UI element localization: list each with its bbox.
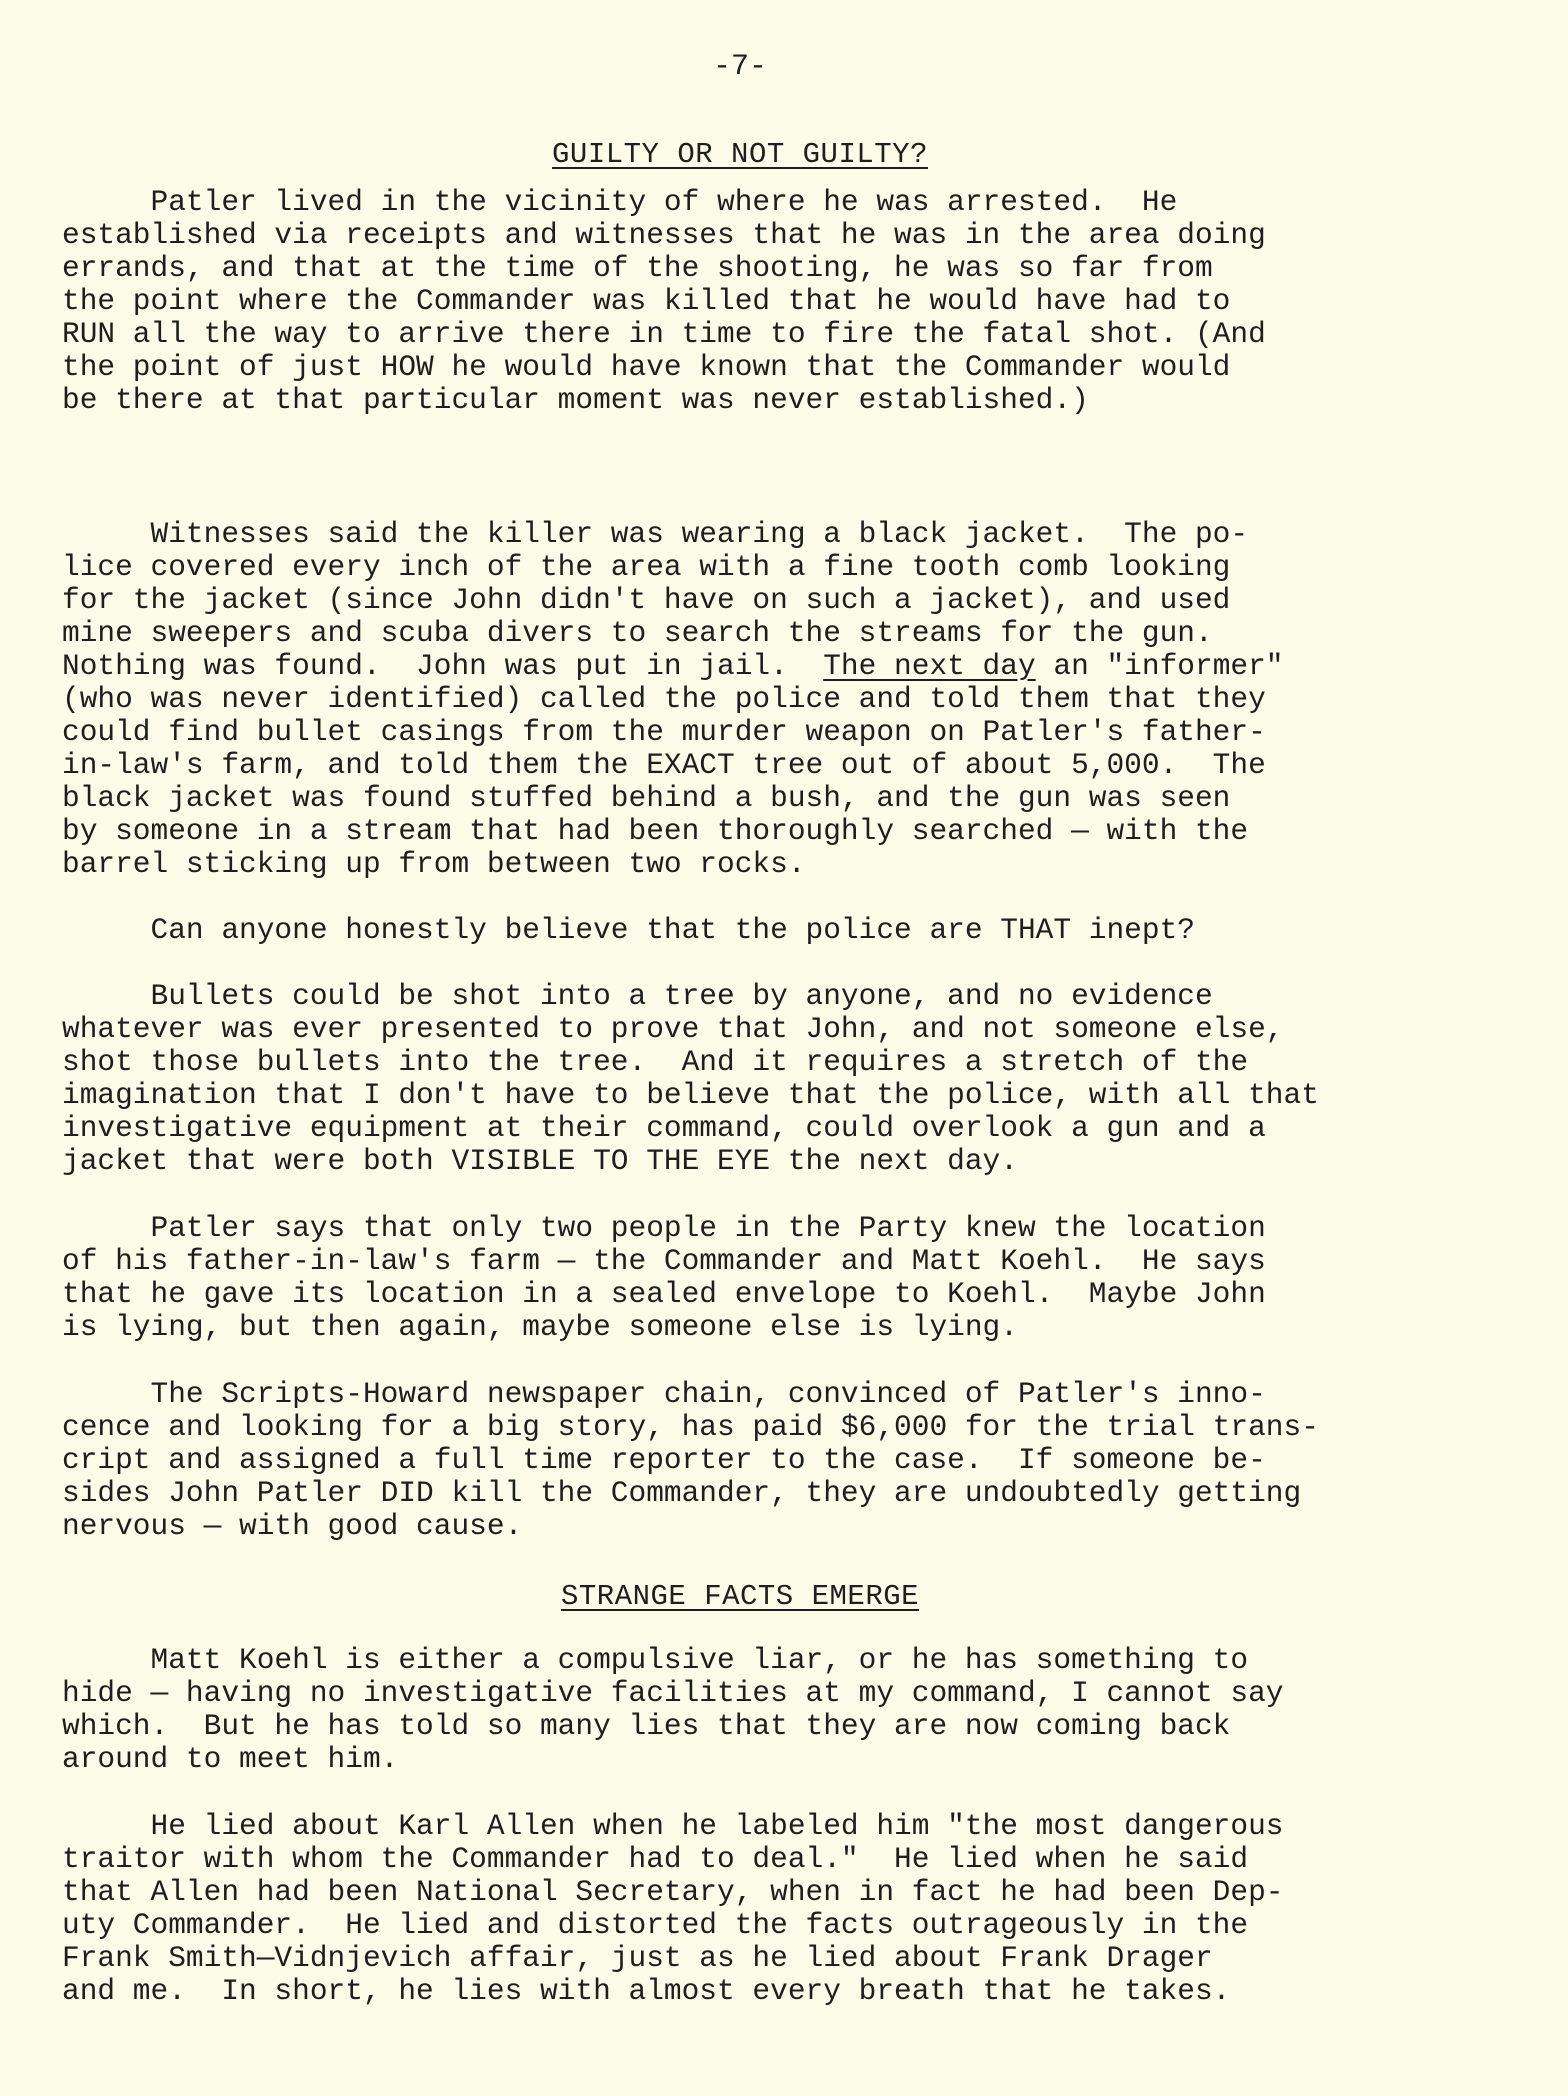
section-heading-strange-facts: STRANGE FACTS EMERGE	[560, 1580, 920, 1613]
text-line: Frank Smith—Vidnjevich affair, just as he lied about Frank Drager	[62, 1941, 1213, 1975]
underlined-phrase: The next day	[823, 649, 1036, 683]
text-line: (who was never identified) called the police and told them that they	[62, 682, 1266, 716]
text-line: hide — having no investigative facilities at my command, I cannot say	[62, 1676, 1284, 1710]
text-line: the point where the Commander was killed that he would have had to	[62, 284, 1231, 318]
text-line: imagination that I don't have to believe that the police, with all that	[62, 1078, 1319, 1112]
text-line: Can anyone honestly believe that the police are THAT inept?	[62, 913, 1195, 947]
text-line: could find bullet casings from the murder weapon on Patler's father-	[62, 715, 1266, 749]
paragraph-father-in-law-farm	[62, 1212, 1502, 1344]
text-line: cence and looking for a big story, has paid $6,000 for the trial trans-	[62, 1410, 1319, 1444]
text-line: jacket that were both VISIBLE TO THE EYE the next day.	[62, 1144, 1018, 1178]
text-line: by someone in a stream that had been thoroughly searched — with the	[62, 814, 1249, 848]
text-line: Patler says that only two people in the Party knew the location	[62, 1211, 1266, 1245]
text-line: black jacket was found stuffed behind a bush, and the gun was seen	[62, 781, 1231, 815]
text-segment: Nothing was found. John was put in jail.	[62, 649, 824, 683]
text-line: mine sweepers and scuba divers to search the streams for the gun.	[62, 616, 1213, 650]
text-line: errands, and that at the time of the shooting, he was so far from	[62, 251, 1213, 285]
text-line: the point of just HOW he would have known that the Commander would	[62, 350, 1231, 384]
text-line: He lied about Karl Allen when he labeled him "the most dangerous	[62, 1809, 1284, 1843]
text-line: of his father-in-law's farm — the Commander and Matt Koehl. He says	[62, 1244, 1266, 1278]
text-line: nervous — with good cause.	[62, 1509, 523, 1543]
text-line: cript and assigned a full time reporter to the case. If someone be-	[62, 1443, 1266, 1477]
paragraph-bullets	[62, 980, 1502, 1178]
section-heading-guilty: GUILTY OR NOT GUILTY?	[552, 138, 928, 171]
text-line: RUN all the way to arrive there in time to fire the fatal shot. (And	[62, 317, 1266, 351]
text-line: established via receipts and witnesses that he was in the area doing	[62, 218, 1266, 252]
text-line: for the jacket (since John didn't have on such a jacket), and used	[62, 583, 1231, 617]
text-line: The Scripts-Howard newspaper chain, convinced of Patler's inno-	[62, 1377, 1266, 1411]
text-line: around to meet him.	[62, 1742, 399, 1776]
paragraph-patler-lived	[62, 186, 1502, 417]
text-line: investigative equipment at their command, could overlook a gun and a	[62, 1111, 1266, 1145]
text-line: that Allen had been National Secretary, when in fact he had been Dep-	[62, 1875, 1284, 1909]
text-line: in-law's farm, and told them the EXACT tree out of about 5,000. The	[62, 748, 1266, 782]
text-line: which. But he has told so many lies that they are now coming back	[62, 1709, 1231, 1743]
text-segment: an "informer"	[1035, 649, 1284, 683]
text-line-mixed	[62, 650, 1502, 683]
paragraph-scripts-howard	[62, 1378, 1502, 1543]
text-line: and me. In short, he lies with almost every breath that he takes.	[62, 1974, 1231, 2008]
paragraph-karl-allen	[62, 1810, 1502, 2008]
paragraph-inept-question	[62, 914, 1502, 947]
text-line: is lying, but then again, maybe someone else is lying.	[62, 1310, 1018, 1344]
text-line: that he gave its location in a sealed envelope to Koehl. Maybe John	[62, 1277, 1266, 1311]
paragraph-matt-koehl	[62, 1644, 1502, 1776]
text-line: shot those bullets into the tree. And it requires a stretch of the	[62, 1045, 1249, 1079]
text-line: be there at that particular moment was never established.)	[62, 383, 1089, 417]
text-line: Bullets could be shot into a tree by anyone, and no evidence	[62, 979, 1213, 1013]
text-line: whatever was ever presented to prove that John, and not someone else,	[62, 1012, 1284, 1046]
text-line: barrel sticking up from between two rocks.	[62, 847, 806, 881]
page-number: -7-	[712, 50, 767, 84]
paragraph-witnesses	[62, 518, 1502, 881]
text-line: Patler lived in the vicinity of where he was arrested. He	[62, 185, 1178, 219]
text-line: lice covered every inch of the area with a fine tooth comb looking	[62, 550, 1231, 584]
text-line: Matt Koehl is either a compulsive liar, or he has something to	[62, 1643, 1249, 1677]
text-line: Witnesses said the killer was wearing a black jacket. The po-	[62, 517, 1249, 551]
text-line: traitor with whom the Commander had to deal." He lied when he said	[62, 1842, 1249, 1876]
text-line: uty Commander. He lied and distorted the facts outrageously in the	[62, 1908, 1249, 1942]
text-line: sides John Patler DID kill the Commander, they are undoubtedly getting	[62, 1476, 1302, 1510]
